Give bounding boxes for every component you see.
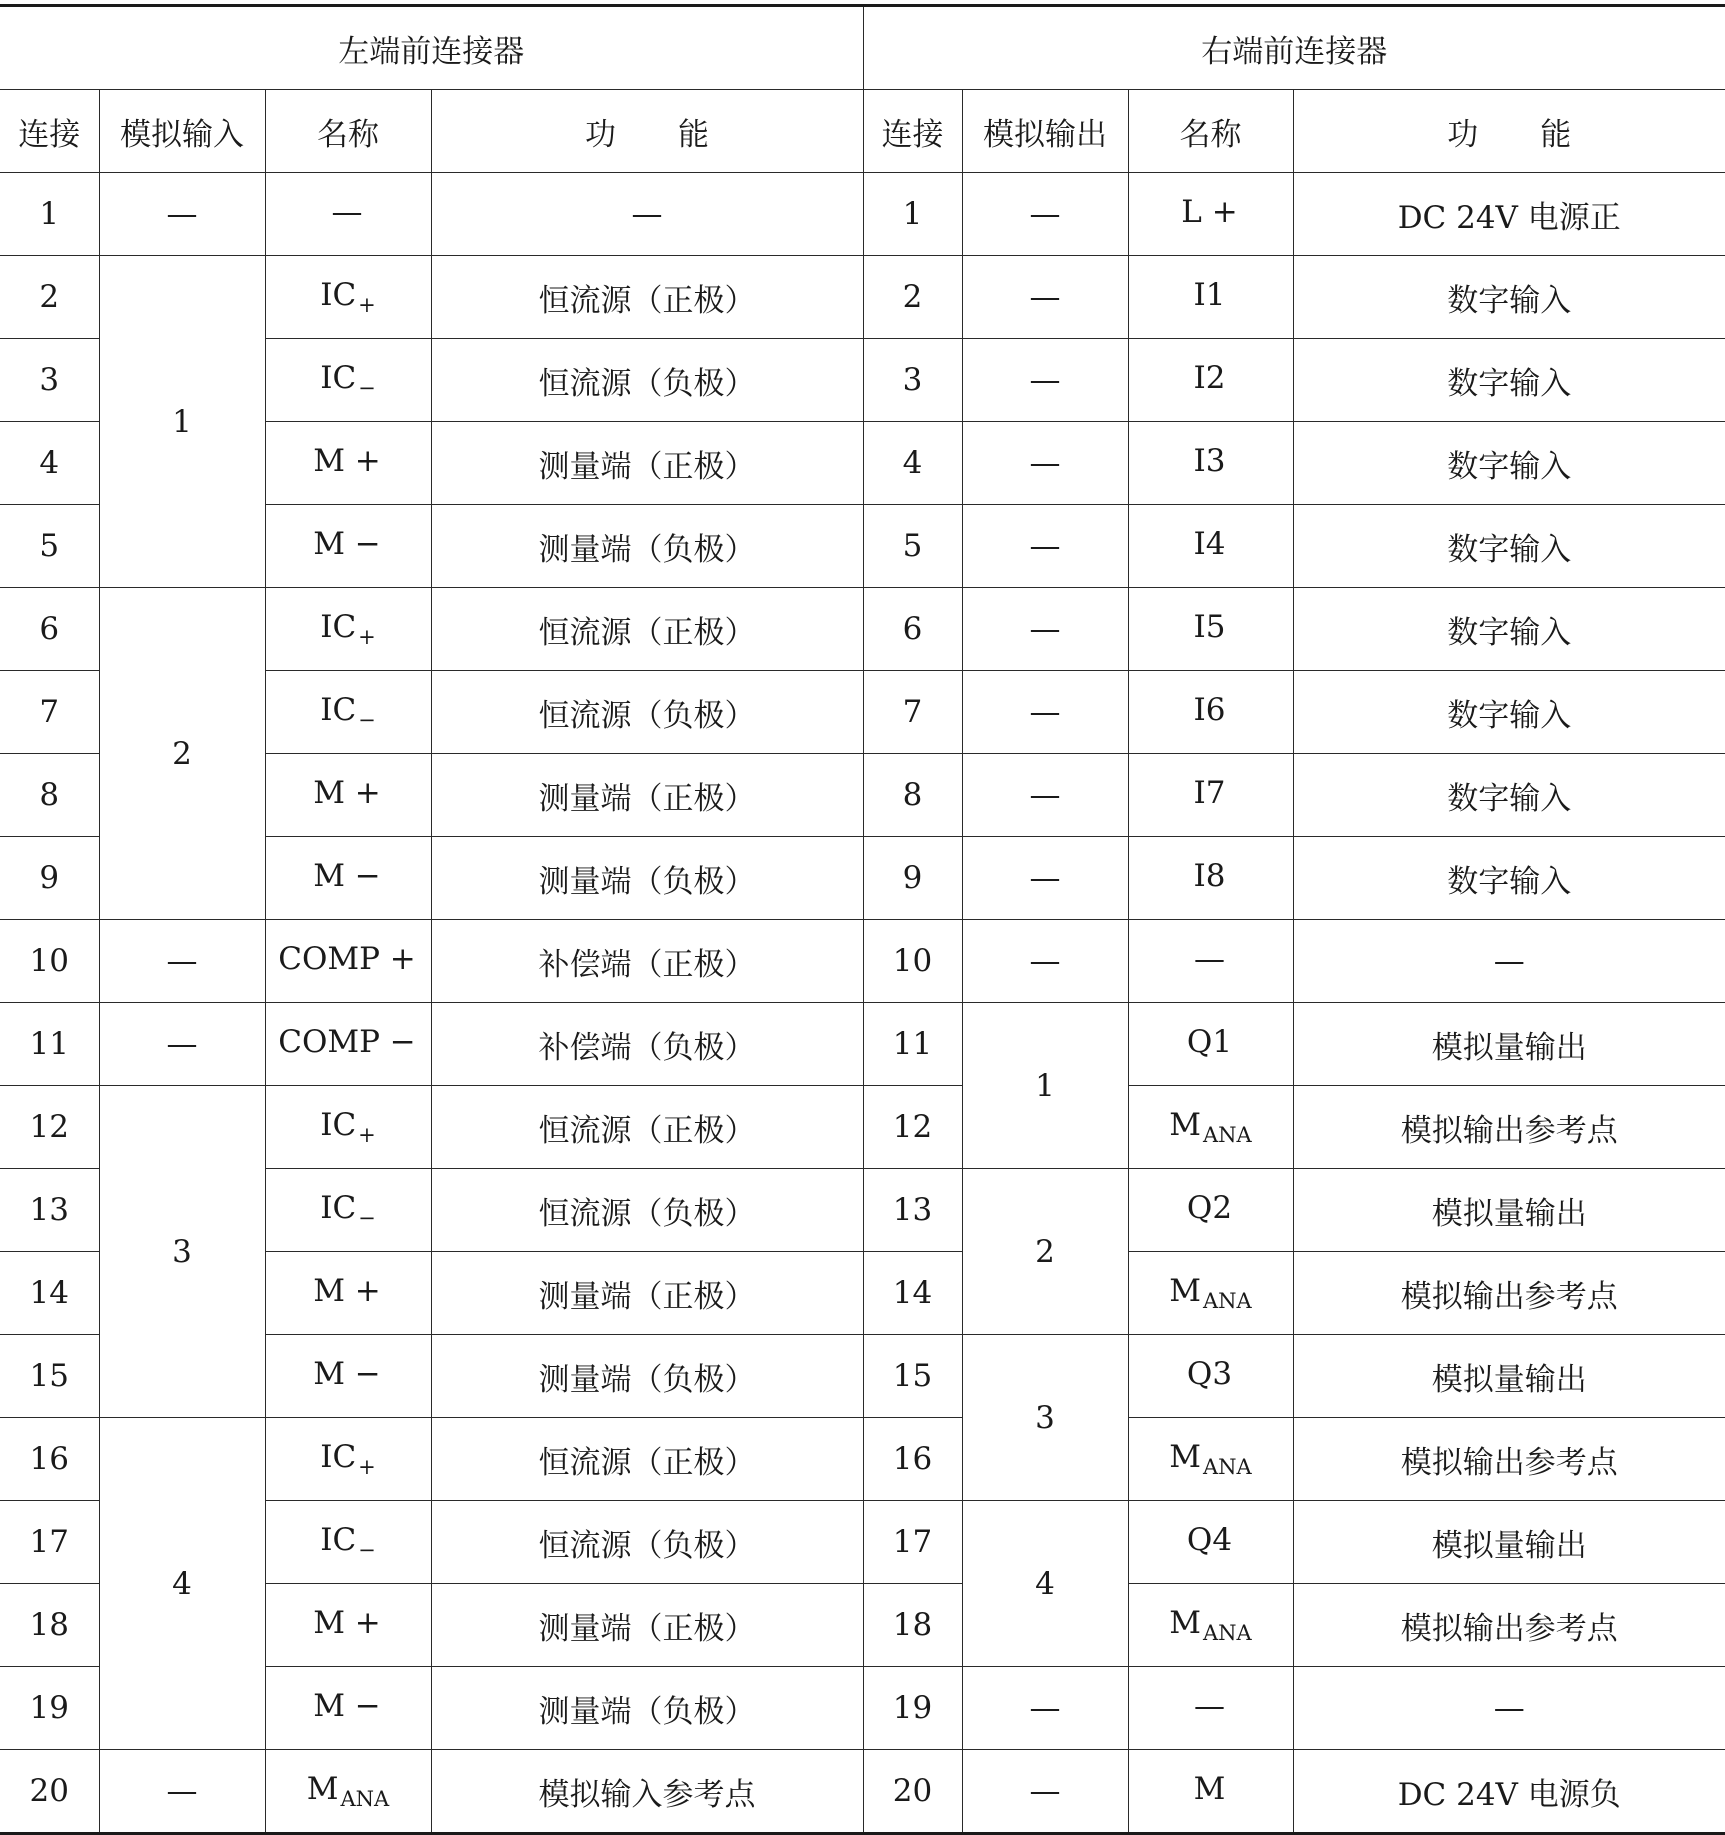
left-analog-input-group: —	[99, 920, 265, 1003]
right-signal-name-subscript: ANA	[1203, 1455, 1252, 1479]
left-signal-name	[265, 1003, 431, 1086]
left-connection-number: 19	[0, 1667, 99, 1750]
section-header-row	[0, 6, 1725, 90]
right-analog-output-group: —	[962, 505, 1128, 588]
left-connection-number: 14	[0, 1252, 99, 1335]
right-analog-output-group: —	[962, 339, 1128, 422]
left-function: 测量端（负极）	[431, 505, 863, 588]
right-function: 模拟量输出	[1293, 1335, 1725, 1418]
right-function: 模拟输出参考点	[1293, 1252, 1725, 1335]
right-analog-output-group: —	[962, 754, 1128, 837]
left-signal-name	[265, 1252, 431, 1335]
right-function: 数字输入	[1293, 505, 1725, 588]
right-connector-header: 右端前连接器	[863, 6, 1725, 90]
right-signal-name-text: M	[1169, 1273, 1202, 1309]
left-function: —	[431, 173, 863, 256]
left-connection-number: 13	[0, 1169, 99, 1252]
left-function: 恒流源（正极）	[431, 256, 863, 339]
right-signal-name	[1128, 1003, 1293, 1086]
right-signal-name	[1128, 1750, 1293, 1834]
right-connection-number: 7	[863, 671, 962, 754]
right-function: —	[1293, 1667, 1725, 1750]
left-signal-name-text: IC	[320, 1107, 357, 1143]
right-signal-name-text: M	[1193, 1771, 1226, 1807]
left-signal-name	[265, 173, 431, 256]
left-signal-name-text: IC	[320, 609, 357, 645]
left-signal-name-text: M +	[313, 443, 381, 479]
left-function: 恒流源（负极）	[431, 1169, 863, 1252]
left-connection-number: 4	[0, 422, 99, 505]
right-function: 模拟量输出	[1293, 1169, 1725, 1252]
left-signal-name-text: M −	[313, 1356, 381, 1392]
left-signal-name-text: IC	[320, 1522, 357, 1558]
right-col-connection: 连接	[863, 90, 962, 173]
left-connection-number: 2	[0, 256, 99, 339]
right-signal-name-text: I2	[1193, 360, 1226, 396]
right-analog-output-group: —	[962, 920, 1128, 1003]
right-signal-name	[1128, 671, 1293, 754]
left-connector-header: 左端前连接器	[0, 6, 863, 90]
table-row	[0, 588, 1725, 671]
right-function: 模拟输出参考点	[1293, 1086, 1725, 1169]
left-connection-number: 3	[0, 339, 99, 422]
left-analog-input-group: —	[99, 173, 265, 256]
table-row	[0, 920, 1725, 1003]
right-function: 数字输入	[1293, 339, 1725, 422]
right-analog-output-group: —	[962, 588, 1128, 671]
right-col-function: 功 能	[1293, 90, 1725, 173]
right-signal-name	[1128, 588, 1293, 671]
right-connection-number: 3	[863, 339, 962, 422]
right-function: 模拟量输出	[1293, 1003, 1725, 1086]
left-connection-number: 10	[0, 920, 99, 1003]
left-signal-name-text: COMP −	[278, 1024, 416, 1060]
left-function: 恒流源（正极）	[431, 1418, 863, 1501]
left-signal-name	[265, 1501, 431, 1584]
left-function: 恒流源（负极）	[431, 1501, 863, 1584]
left-connection-number: 7	[0, 671, 99, 754]
left-signal-name	[265, 671, 431, 754]
right-connection-number: 5	[863, 505, 962, 588]
right-signal-name	[1128, 1086, 1293, 1169]
right-connection-number: 4	[863, 422, 962, 505]
right-analog-output-group: 4	[962, 1501, 1128, 1667]
left-col-function: 功 能	[431, 90, 863, 173]
right-signal-name-text: —	[1194, 941, 1225, 977]
right-signal-name-text: —	[1194, 1688, 1225, 1724]
right-function: 模拟输出参考点	[1293, 1584, 1725, 1667]
right-analog-output-group: —	[962, 256, 1128, 339]
left-signal-name-subscript: −	[358, 1538, 376, 1562]
left-function: 测量端（负极）	[431, 1335, 863, 1418]
right-function: 模拟输出参考点	[1293, 1418, 1725, 1501]
left-signal-name	[265, 1086, 431, 1169]
right-function: DC 24V 电源正	[1293, 173, 1725, 256]
right-connection-number: 17	[863, 1501, 962, 1584]
left-connection-number: 12	[0, 1086, 99, 1169]
left-signal-name	[265, 754, 431, 837]
left-function: 测量端（正极）	[431, 1584, 863, 1667]
left-signal-name	[265, 1584, 431, 1667]
right-function: 数字输入	[1293, 588, 1725, 671]
right-signal-name	[1128, 1584, 1293, 1667]
right-connection-number: 9	[863, 837, 962, 920]
left-signal-name-text: M −	[313, 526, 381, 562]
left-signal-name-text: M	[306, 1771, 339, 1807]
right-connection-number: 10	[863, 920, 962, 1003]
right-connection-number: 20	[863, 1750, 962, 1834]
right-signal-name	[1128, 1169, 1293, 1252]
left-signal-name-text: M −	[313, 1688, 381, 1724]
right-connection-number: 15	[863, 1335, 962, 1418]
left-function: 恒流源（负极）	[431, 671, 863, 754]
left-signal-name	[265, 1750, 431, 1834]
right-signal-name-text: I6	[1193, 692, 1226, 728]
right-signal-name	[1128, 754, 1293, 837]
left-analog-input-group: 4	[99, 1418, 265, 1750]
right-signal-name-subscript: ANA	[1203, 1123, 1252, 1147]
right-signal-name-text: I5	[1193, 609, 1226, 645]
right-signal-name-text: M	[1169, 1605, 1202, 1641]
right-analog-output-group: —	[962, 173, 1128, 256]
left-function: 测量端（负极）	[431, 837, 863, 920]
right-analog-output-group: 1	[962, 1003, 1128, 1169]
right-analog-output-group: —	[962, 671, 1128, 754]
left-connection-number: 18	[0, 1584, 99, 1667]
left-connection-number: 16	[0, 1418, 99, 1501]
left-signal-name-subscript: +	[358, 1123, 376, 1147]
right-signal-name-text: M	[1169, 1107, 1202, 1143]
left-function: 模拟输入参考点	[431, 1750, 863, 1834]
left-connection-number: 5	[0, 505, 99, 588]
right-connection-number: 16	[863, 1418, 962, 1501]
left-function: 测量端（正极）	[431, 1252, 863, 1335]
right-col-analog-output: 模拟输出	[962, 90, 1128, 173]
right-function: DC 24V 电源负	[1293, 1750, 1725, 1834]
left-connection-number: 15	[0, 1335, 99, 1418]
left-analog-input-group: —	[99, 1003, 265, 1086]
left-signal-name	[265, 1418, 431, 1501]
right-signal-name	[1128, 339, 1293, 422]
right-connection-number: 13	[863, 1169, 962, 1252]
left-signal-name-text: IC	[320, 360, 357, 396]
right-signal-name-text: Q3	[1186, 1356, 1233, 1392]
left-col-connection: 连接	[0, 90, 99, 173]
left-signal-name-subscript: −	[358, 708, 376, 732]
right-signal-name-text: I4	[1193, 526, 1226, 562]
right-function: 数字输入	[1293, 754, 1725, 837]
right-signal-name-text: L +	[1181, 194, 1238, 230]
left-signal-name	[265, 920, 431, 1003]
left-analog-input-group: —	[99, 1750, 265, 1834]
table-row	[0, 256, 1725, 339]
left-signal-name-text: M −	[313, 858, 381, 894]
left-signal-name-subscript: −	[358, 1206, 376, 1230]
left-signal-name-text: IC	[320, 277, 357, 313]
left-signal-name	[265, 588, 431, 671]
left-connection-number: 8	[0, 754, 99, 837]
left-connection-number: 17	[0, 1501, 99, 1584]
right-analog-output-group: —	[962, 1667, 1128, 1750]
right-col-name: 名称	[1128, 90, 1293, 173]
left-connection-number: 20	[0, 1750, 99, 1834]
right-analog-output-group: —	[962, 1750, 1128, 1834]
right-connection-number: 14	[863, 1252, 962, 1335]
right-function: 数字输入	[1293, 837, 1725, 920]
right-function: 模拟量输出	[1293, 1501, 1725, 1584]
right-signal-name-text: Q4	[1186, 1522, 1233, 1558]
left-signal-name-text: —	[331, 194, 363, 230]
left-signal-name-subscript: +	[358, 293, 376, 317]
right-signal-name	[1128, 1252, 1293, 1335]
left-signal-name	[265, 837, 431, 920]
right-analog-output-group: —	[962, 422, 1128, 505]
left-analog-input-group: 1	[99, 256, 265, 588]
left-analog-input-group: 2	[99, 588, 265, 920]
left-col-analog-input: 模拟输入	[99, 90, 265, 173]
right-signal-name	[1128, 1335, 1293, 1418]
left-connection-number: 1	[0, 173, 99, 256]
right-connection-number: 1	[863, 173, 962, 256]
left-signal-name-subscript: −	[358, 376, 376, 400]
right-connection-number: 19	[863, 1667, 962, 1750]
left-analog-input-group: 3	[99, 1086, 265, 1418]
right-signal-name	[1128, 920, 1293, 1003]
right-signal-name	[1128, 1501, 1293, 1584]
right-signal-name-text: I7	[1193, 775, 1226, 811]
left-function: 恒流源（正极）	[431, 588, 863, 671]
right-signal-name-subscript: ANA	[1203, 1289, 1252, 1313]
right-signal-name	[1128, 173, 1293, 256]
left-signal-name	[265, 1335, 431, 1418]
right-signal-name-text: I1	[1193, 277, 1226, 313]
right-signal-name-text: I8	[1193, 858, 1226, 894]
right-signal-name-text: Q1	[1186, 1024, 1233, 1060]
right-signal-name	[1128, 505, 1293, 588]
right-function: 数字输入	[1293, 671, 1725, 754]
left-col-name: 名称	[265, 90, 431, 173]
table-row	[0, 1086, 1725, 1169]
right-analog-output-group: 2	[962, 1169, 1128, 1335]
left-signal-name-text: M +	[313, 1605, 381, 1641]
left-signal-name	[265, 505, 431, 588]
left-function: 测量端（正极）	[431, 422, 863, 505]
right-signal-name	[1128, 837, 1293, 920]
left-function: 恒流源（负极）	[431, 339, 863, 422]
left-function: 补偿端（正极）	[431, 920, 863, 1003]
left-signal-name	[265, 1667, 431, 1750]
right-function: 数字输入	[1293, 256, 1725, 339]
right-signal-name	[1128, 1418, 1293, 1501]
left-signal-name-text: IC	[320, 692, 357, 728]
left-connection-number: 9	[0, 837, 99, 920]
left-connection-number: 6	[0, 588, 99, 671]
column-header-row	[0, 90, 1725, 173]
left-function: 测量端（正极）	[431, 754, 863, 837]
right-connection-number: 18	[863, 1584, 962, 1667]
left-signal-name	[265, 339, 431, 422]
left-function: 补偿端（负极）	[431, 1003, 863, 1086]
right-signal-name-text: M	[1169, 1439, 1202, 1475]
right-function: 数字输入	[1293, 422, 1725, 505]
table-row	[0, 1418, 1725, 1501]
left-signal-name	[265, 256, 431, 339]
right-signal-name-text: I3	[1193, 443, 1226, 479]
left-signal-name-subscript: +	[358, 625, 376, 649]
left-signal-name-text: M +	[313, 1273, 381, 1309]
left-signal-name	[265, 1169, 431, 1252]
connector-pin-table	[0, 4, 1725, 1835]
right-connection-number: 6	[863, 588, 962, 671]
right-signal-name	[1128, 1667, 1293, 1750]
right-signal-name	[1128, 422, 1293, 505]
right-analog-output-group: 3	[962, 1335, 1128, 1501]
table-row	[0, 1003, 1725, 1086]
right-connection-number: 8	[863, 754, 962, 837]
left-signal-name-subscript: ANA	[340, 1787, 390, 1811]
left-function: 测量端（负极）	[431, 1667, 863, 1750]
right-signal-name	[1128, 256, 1293, 339]
left-connection-number: 11	[0, 1003, 99, 1086]
right-connection-number: 2	[863, 256, 962, 339]
right-connection-number: 11	[863, 1003, 962, 1086]
left-signal-name-text: IC	[320, 1439, 357, 1475]
table-row	[0, 173, 1725, 256]
table-row	[0, 1750, 1725, 1834]
right-signal-name-text: Q2	[1186, 1190, 1233, 1226]
right-function: —	[1293, 920, 1725, 1003]
right-signal-name-subscript: ANA	[1203, 1621, 1252, 1645]
left-signal-name-subscript: +	[358, 1455, 376, 1479]
right-connection-number: 12	[863, 1086, 962, 1169]
left-signal-name	[265, 422, 431, 505]
left-signal-name-text: COMP +	[278, 941, 416, 977]
left-signal-name-text: M +	[313, 775, 381, 811]
left-function: 恒流源（正极）	[431, 1086, 863, 1169]
right-analog-output-group: —	[962, 837, 1128, 920]
left-signal-name-text: IC	[320, 1190, 357, 1226]
